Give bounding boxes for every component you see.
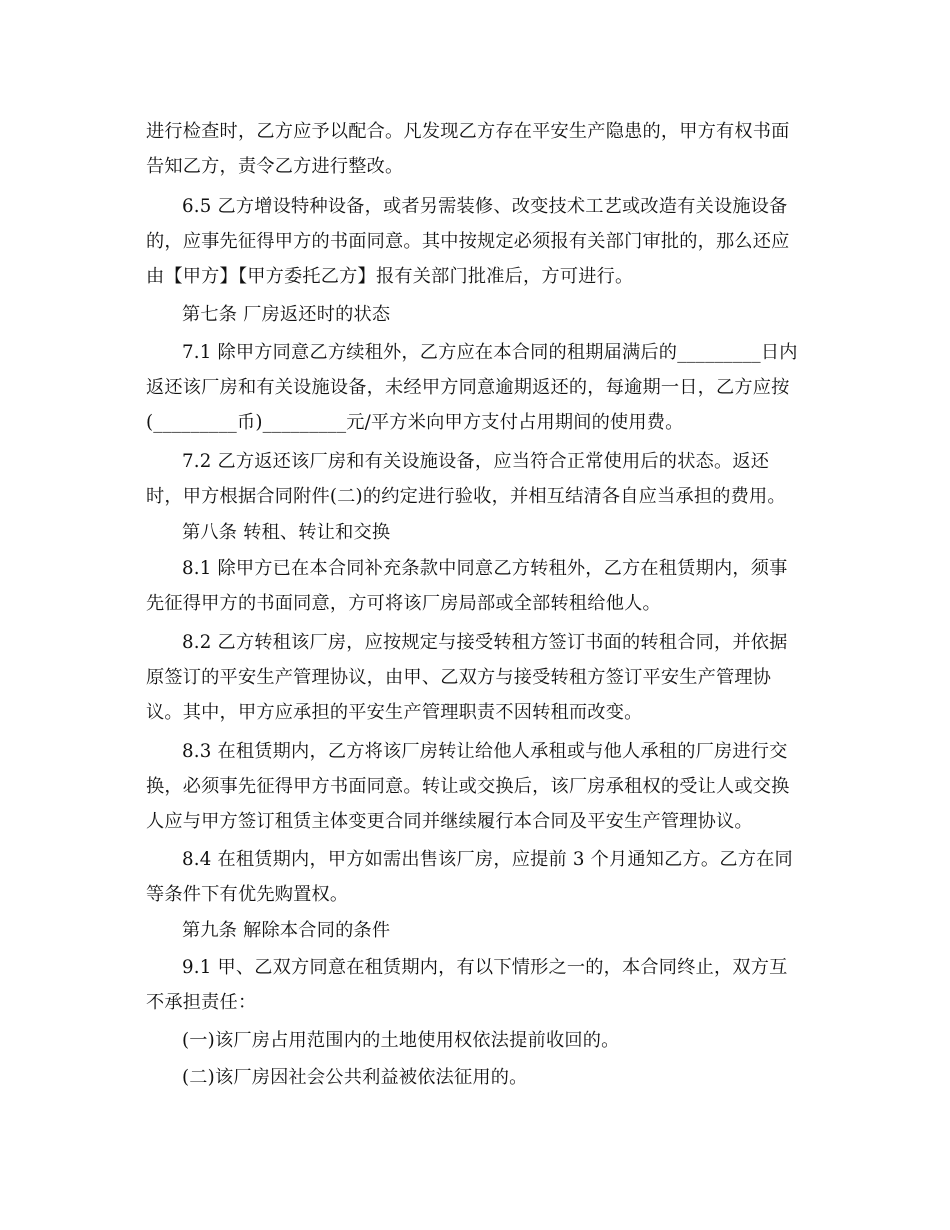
text-line: 议。其中，甲方应承担的平安生产管理职责不因转租而改变。: [146, 702, 643, 723]
text-line: 8.4 在租赁期内，甲方如需出售该厂房，应提前 3 个月通知乙方。乙方在同: [182, 849, 793, 870]
text-line: 告知乙方，责令乙方进行整改。: [146, 156, 404, 177]
text-line: 6.5 乙方增设特种设备，或者另需装修、改变技术工艺或改造有关设施设备: [182, 196, 788, 217]
section-heading: 第八条 转租、转让和交换: [182, 522, 391, 543]
text-line: 进行检查时，乙方应予以配合。凡发现乙方存在平安生产隐患的，甲方有权书面: [146, 121, 790, 142]
list-item: (一)该厂房占用范围内的土地使用权依法提前收回的。: [182, 1030, 620, 1051]
text-line: 换，必须事先征得甲方书面同意。转让或交换后，该厂房承租权的受让人或交换: [146, 776, 790, 797]
text-line: 不承担责任：: [146, 992, 257, 1013]
text-line: 由【甲方】【甲方委托乙方】报有关部门批准后，方可进行。: [146, 266, 634, 287]
text-line: 8.2 乙方转租该厂房，应按规定与接受转租方签订书面的转租合同，并依据: [182, 632, 788, 653]
text-line: 时，甲方根据合同附件(二)的约定进行验收，并相互结清各自应当承担的费用。: [146, 486, 786, 507]
text-line: 原签订的平安生产管理协议，由甲、乙双方与接受转租方签订平安生产管理协: [146, 667, 772, 688]
section-heading: 第七条 厂房返还时的状态: [182, 304, 391, 325]
section-heading: 第九条 解除本合同的条件: [182, 920, 391, 941]
text-line: (_________币)_________元/平方米向甲方支付占用期间的使用费。: [146, 412, 684, 433]
text-line: 的，应事先征得甲方的书面同意。其中按规定必须报有关部门审批的，那么还应: [146, 231, 790, 252]
text-line: 8.1 除甲方已在本合同补充条款中同意乙方转租外，乙方在租赁期内，须事: [182, 558, 788, 579]
text-line: 7.1 除甲方同意乙方续租外，乙方应在本合同的租期届满后的_________日内: [182, 342, 798, 363]
list-item: (二)该厂房因社会公共利益被依法征用的。: [182, 1067, 528, 1088]
text-line: 7.2 乙方返还该厂房和有关设施设备，应当符合正常使用后的状态。返还: [182, 451, 770, 472]
text-line: 等条件下有优先购置权。: [146, 884, 349, 905]
text-line: 8.3 在租赁期内，乙方将该厂房转让给他人承租或与他人承租的厂房进行交: [182, 741, 788, 762]
text-line: 返还该厂房和有关设施设备，未经甲方同意逾期返还的，每逾期一日，乙方应按: [146, 377, 790, 398]
text-line: 9.1 甲、乙双方同意在租赁期内，有以下情形之一的，本合同终止，双方互: [182, 957, 788, 978]
text-line: 人应与甲方签订租赁主体变更合同并继续履行本合同及平安生产管理协议。: [146, 811, 753, 832]
text-line: 先征得甲方的书面同意，方可将该厂房局部或全部转租给他人。: [146, 593, 661, 614]
